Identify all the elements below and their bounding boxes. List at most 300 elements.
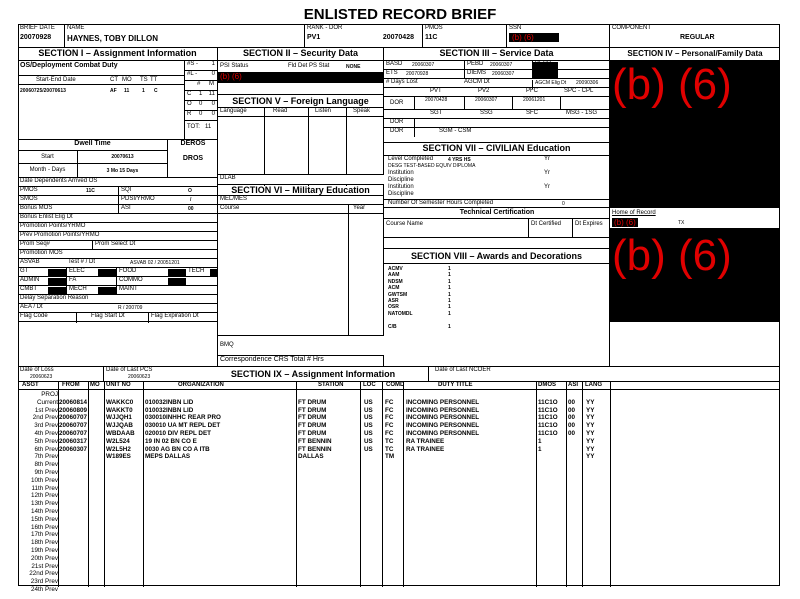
cell-lang: YY bbox=[586, 437, 595, 445]
year-label: Year bbox=[348, 205, 365, 335]
tally-s-label: #S - bbox=[187, 61, 199, 67]
table-row bbox=[18, 570, 610, 578]
s1-pmos-label: PMOS bbox=[20, 187, 38, 193]
diems-value: 20060307 bbox=[492, 71, 515, 77]
ssn-cell bbox=[507, 24, 610, 48]
ssn-redaction: (b) (6) bbox=[509, 33, 559, 42]
rank-dor-label: RANK - DOR bbox=[307, 25, 343, 31]
cell-asi: 00 bbox=[568, 406, 576, 414]
cell-asgt: 11th Prev bbox=[31, 484, 58, 492]
col-asi: ASI bbox=[568, 382, 579, 388]
melmes-label: MEL/MES bbox=[218, 196, 384, 205]
cell-unit: W189ES bbox=[106, 453, 131, 461]
semester-label: Number Of Semester Hours Completed bbox=[388, 200, 494, 206]
cell-duty: INCOMING PERSONNEL bbox=[406, 422, 480, 430]
commo-label: COMMO bbox=[116, 277, 143, 286]
cell-comd: FC bbox=[385, 398, 394, 406]
spc-label: SPC - CPL bbox=[564, 88, 594, 94]
tally-l-value: 0 bbox=[211, 71, 215, 77]
ssn-label: SSN bbox=[509, 25, 522, 31]
cell-lang: YY bbox=[586, 406, 595, 414]
table-row bbox=[18, 492, 610, 500]
home-of-record-label: Home of Record bbox=[612, 210, 656, 216]
elec-label: ELEC bbox=[66, 268, 85, 277]
s1-pmos-value: 11C bbox=[86, 188, 95, 194]
listen-label: Listen bbox=[308, 108, 331, 186]
brief-date-label: BRIEF DATE bbox=[20, 25, 55, 31]
institution-label-2: Institution bbox=[388, 184, 414, 190]
col-divider bbox=[610, 381, 611, 587]
prev-promotion-label: Prev Promotion Points/YRMO bbox=[18, 231, 218, 240]
pmos-label: PMOS bbox=[425, 25, 443, 31]
cell-duty: RA TRAINEE bbox=[406, 437, 445, 445]
cell-duty: RA TRAINEE bbox=[406, 445, 445, 453]
table-row bbox=[18, 469, 610, 477]
tech-cert-rule bbox=[384, 237, 610, 238]
cell-comd: TC bbox=[385, 437, 394, 445]
sqi-label: SQI bbox=[118, 187, 131, 196]
cell-lang: YY bbox=[586, 398, 595, 406]
level-yr-label: Yr bbox=[544, 156, 550, 162]
elec-redaction bbox=[98, 269, 116, 276]
pebd-label: PEBD bbox=[464, 61, 483, 70]
cell-asgt: 16th Prev bbox=[31, 523, 58, 531]
sgm-label: SGM - CSM bbox=[414, 128, 471, 137]
table-row bbox=[18, 407, 610, 415]
award-count: 1 bbox=[448, 291, 451, 298]
pmos-row bbox=[18, 186, 218, 195]
bmq-label: BMQ bbox=[218, 335, 384, 355]
cell-asgt: PROJ bbox=[41, 391, 58, 398]
cell-unit: W2L5H2 bbox=[106, 445, 131, 453]
tally-hash-label: # bbox=[197, 81, 201, 87]
component-label: COMPONENT bbox=[612, 25, 651, 31]
aea-label: AEA / Dt bbox=[20, 304, 43, 310]
cell-loc: US bbox=[364, 406, 373, 414]
cell-station: DALLAS bbox=[298, 453, 324, 461]
cell-comd: TM bbox=[385, 453, 395, 461]
award-count: 1 bbox=[448, 266, 451, 272]
cell-comd: FC bbox=[385, 422, 394, 430]
cell-asgt: 19th Prev bbox=[31, 547, 58, 554]
flag-expiration-label: Flag Expiration Dt bbox=[148, 313, 199, 323]
cell-from: 20060317 bbox=[59, 437, 88, 445]
cell-duty: INCOMING PERSONNEL bbox=[406, 414, 480, 422]
food-label: FOOD bbox=[116, 268, 136, 277]
level-completed-label: Level Completed bbox=[388, 156, 434, 162]
cell-asi: 00 bbox=[568, 422, 576, 430]
fld-det-value: NONE bbox=[346, 64, 361, 70]
institution-yr-label-2: Yr bbox=[544, 184, 550, 190]
table-row bbox=[18, 539, 610, 547]
section-2 bbox=[218, 48, 384, 94]
cell-unit: WAKKC0 bbox=[106, 398, 134, 406]
tally-head bbox=[185, 81, 218, 91]
cell-duty: INCOMING PERSONNEL bbox=[406, 430, 480, 437]
tech-label: TECH bbox=[188, 268, 205, 274]
tally-o-hash: 0 bbox=[199, 101, 203, 107]
cell-org: 0030 AG BN CO A ITB bbox=[145, 445, 210, 453]
dros-label: DROS bbox=[182, 155, 204, 162]
section-9 bbox=[18, 366, 780, 593]
cell-unit: W2L524 bbox=[106, 437, 130, 445]
aea-row bbox=[18, 303, 218, 312]
section-4 bbox=[610, 48, 780, 366]
smos-label: SMOS bbox=[20, 196, 38, 202]
home-of-record-state: TX bbox=[678, 220, 685, 226]
section-3-header: SECTION III – Service Data bbox=[384, 48, 609, 61]
os-row-mo: 11 bbox=[124, 88, 130, 94]
name-cell bbox=[65, 24, 305, 48]
rank-grid-header-2 bbox=[384, 110, 610, 119]
pdsi-label: PDSI/YRMO bbox=[118, 196, 155, 205]
diems-label: DIEMS bbox=[464, 70, 486, 79]
award-row bbox=[388, 324, 468, 330]
award-count: 1 bbox=[448, 323, 451, 330]
os-row-tt: C bbox=[154, 88, 158, 94]
date-dependents-label: Date Dependents Arrived OS bbox=[18, 177, 218, 186]
sgt-label: SGT bbox=[430, 110, 443, 116]
institution-label-1: Institution bbox=[388, 170, 414, 176]
col-dmos: DMOS bbox=[538, 382, 556, 388]
date-of-loss-cell bbox=[18, 367, 104, 381]
delay-separation-label: Delay Separation Reason bbox=[18, 294, 218, 303]
asi-label: ASI bbox=[118, 205, 131, 214]
correspondence-label: Correspondence CRS Total # Hrs bbox=[218, 355, 384, 366]
col-loc: LOC bbox=[363, 382, 376, 388]
tally-tot-value: 11 bbox=[205, 124, 212, 130]
agcm-label: AGCM Dt bbox=[464, 79, 490, 85]
aea-value: R / 200709 bbox=[118, 305, 143, 311]
fld-det-label: Fld Det PS Stat bbox=[288, 63, 330, 69]
read-label: Read bbox=[264, 108, 287, 186]
dor-label-3: DOR bbox=[390, 128, 404, 134]
section-8-header: SECTION VIII – Awards and Decorations bbox=[384, 249, 609, 264]
cell-asi: 00 bbox=[568, 430, 576, 437]
cell-asgt: 18th Prev bbox=[31, 539, 58, 547]
assignment-col-headers bbox=[18, 381, 780, 390]
table-row bbox=[18, 485, 610, 493]
cell-org: 010032INBN LID bbox=[145, 398, 194, 406]
date-of-loss-value: 20060623 bbox=[30, 374, 53, 380]
month-days-value: 3 Mo 15 Days bbox=[78, 164, 168, 178]
col-comd: COMD bbox=[386, 382, 405, 388]
course-name-label: Course Name bbox=[386, 221, 424, 227]
level-desc-value: DESG TEST-BASED EQUIV DIPLOMA bbox=[388, 163, 476, 169]
rank-values bbox=[305, 33, 422, 43]
award-count: 1 bbox=[448, 297, 451, 304]
tally-o bbox=[185, 101, 218, 111]
bonus-mos-label: Bonus MOS bbox=[20, 205, 53, 211]
commo-redaction bbox=[168, 278, 186, 285]
section-6-header: SECTION VI – Military Education bbox=[218, 185, 383, 196]
cell-unit: WBDAAB bbox=[106, 430, 135, 437]
cell-asgt: 1st Prev bbox=[34, 406, 58, 414]
agcm-elig-label: AGCM Elig Dt bbox=[532, 80, 566, 89]
cell-loc: US bbox=[364, 445, 373, 453]
cell-unit: WJJQAB bbox=[106, 422, 133, 430]
pmos-value: 11C bbox=[425, 34, 438, 41]
prom-select-label: Prom Select Dt bbox=[92, 241, 135, 250]
cell-org: 19 IN 02 BN CO E bbox=[145, 437, 197, 445]
cell-lang: YY bbox=[586, 422, 595, 430]
section-9-header: SECTION IX – Assignment Information bbox=[230, 369, 396, 379]
msg-label: MSG - 1SG bbox=[566, 110, 598, 116]
cell-dmos: 11C1O bbox=[538, 406, 558, 414]
cell-asi: 00 bbox=[568, 414, 576, 422]
cell-asgt: 24th Prev bbox=[31, 586, 58, 593]
col-lang: LANG bbox=[585, 382, 602, 388]
cell-dmos: 11C1O bbox=[538, 422, 558, 430]
tally-s-value: 1 bbox=[211, 61, 215, 67]
cell-loc: US bbox=[364, 430, 373, 437]
award-code: ACMV bbox=[388, 266, 403, 272]
cell-from: 20060814 bbox=[59, 398, 88, 406]
assignment-rows bbox=[18, 391, 610, 593]
cell-asgt: 6th Prev bbox=[34, 445, 58, 453]
rank-grid-dor-2 bbox=[384, 119, 610, 128]
col-org: ORGANIZATION bbox=[178, 382, 224, 388]
flag-start-label: Flag Start Dt bbox=[76, 313, 125, 323]
ct-label: CT bbox=[110, 77, 118, 83]
table-row bbox=[18, 555, 610, 563]
dor-label-1: DOR bbox=[390, 100, 404, 106]
cell-asgt: Current bbox=[37, 398, 58, 406]
pfc-label: PFC bbox=[526, 88, 538, 94]
level-completed-value: 4 YRS HS bbox=[448, 157, 471, 163]
cell-org: MEPS DALLAS bbox=[145, 453, 191, 461]
asvab-row-2 bbox=[18, 277, 218, 286]
admin-redaction bbox=[48, 278, 66, 285]
rank-grid-header bbox=[384, 88, 610, 97]
os-deployment-label: OS/Deployment Combat Duty bbox=[20, 62, 118, 69]
cell-asgt: 21st Prev bbox=[31, 562, 58, 570]
table-row bbox=[18, 578, 610, 586]
mech-redaction bbox=[98, 287, 116, 294]
cell-asgt: 22nd Prev bbox=[29, 570, 58, 578]
tally-o-label: O bbox=[187, 101, 192, 107]
award-count: 1 bbox=[448, 304, 451, 311]
personal-redaction-top bbox=[610, 61, 780, 208]
basd-row bbox=[384, 61, 610, 70]
award-code: GWTSM bbox=[388, 291, 408, 298]
cell-asgt: 7th Prev bbox=[34, 453, 58, 461]
table-row bbox=[18, 438, 610, 446]
cell-station: FT DRUM bbox=[298, 398, 327, 406]
test-dt-label: Test # / Dt bbox=[68, 259, 96, 265]
asi-value: 00 bbox=[188, 206, 194, 212]
document-title: ENLISTED RECORD BRIEF bbox=[303, 6, 497, 23]
name-label: NAME bbox=[67, 25, 85, 31]
tally-o-m: 0 bbox=[211, 101, 215, 107]
award-code: NDSM bbox=[388, 278, 403, 285]
tally-l-label: #L - bbox=[187, 71, 198, 77]
cell-duty: INCOMING PERSONNEL bbox=[406, 406, 480, 414]
awards-list bbox=[388, 266, 468, 330]
dwell-start-label: Start bbox=[18, 151, 78, 164]
cell-loc: US bbox=[364, 414, 373, 422]
cmbt-label: CMBT bbox=[20, 286, 37, 292]
col-station: STATION bbox=[318, 382, 344, 388]
tech-redaction bbox=[210, 269, 218, 276]
table-row bbox=[18, 547, 610, 555]
ssg-label: SSG bbox=[480, 110, 493, 116]
food-redaction bbox=[168, 269, 186, 276]
days-lost-label: # Days Lost bbox=[386, 79, 418, 85]
cell-loc: US bbox=[364, 437, 373, 445]
cell-asgt: 3rd Prev bbox=[34, 422, 58, 430]
tally-tot bbox=[185, 121, 218, 135]
bonus-mos-row bbox=[18, 204, 218, 213]
cell-asgt: 23rd Prev bbox=[30, 578, 58, 586]
table-row bbox=[18, 461, 610, 469]
cell-lang: YY bbox=[586, 453, 595, 461]
cell-station: FT DRUM bbox=[298, 414, 327, 422]
award-code: ASR bbox=[388, 297, 399, 304]
mo-label: MO bbox=[122, 77, 132, 83]
table-row bbox=[18, 391, 610, 399]
gt-label: GT bbox=[20, 268, 29, 274]
cell-comd: FC bbox=[385, 406, 394, 414]
language-col-headers bbox=[218, 108, 384, 117]
col-from: FROM bbox=[62, 382, 80, 388]
asvab-row-1 bbox=[18, 268, 218, 277]
agcm-elig-value: 20090306 bbox=[576, 80, 599, 86]
cell-org: 010032INBN LID bbox=[145, 406, 194, 414]
col-unit: UNIT NO bbox=[106, 382, 131, 388]
table-row bbox=[18, 516, 610, 524]
cell-from: 20060809 bbox=[59, 406, 88, 414]
name-value: HAYNES, TOBY DILLON bbox=[67, 34, 158, 43]
os-row-ct: AF bbox=[110, 88, 117, 94]
table-row bbox=[18, 430, 610, 438]
cell-asgt: 14th Prev bbox=[31, 508, 58, 515]
rank-grid-dor-1 bbox=[384, 97, 610, 110]
psi-status-label: PSI Status bbox=[220, 63, 249, 69]
dwell-block bbox=[18, 139, 218, 177]
ets-label: ETS bbox=[386, 70, 398, 76]
dlab-label: DLAB bbox=[218, 174, 384, 184]
semester-value: 0 bbox=[562, 201, 565, 207]
cell-org: 020010 DIV REPL DET bbox=[145, 430, 212, 437]
award-count: 1 bbox=[448, 272, 451, 279]
month-days-label: Month - Days bbox=[18, 164, 78, 178]
table-row bbox=[18, 414, 610, 422]
prom-seq-row bbox=[18, 240, 218, 249]
cell-comd: TC bbox=[385, 445, 394, 453]
cell-station: FT DRUM bbox=[298, 406, 327, 414]
promotion-points-label: Promotion Points/YRMO bbox=[18, 222, 218, 231]
mech-label: MECH bbox=[66, 286, 87, 295]
section-5-header: SECTION V – Foreign Language bbox=[218, 95, 383, 108]
ets-row bbox=[384, 70, 610, 79]
award-code: NATOMDL bbox=[388, 310, 413, 317]
cell-from: 20060307 bbox=[59, 445, 88, 453]
personal-redaction-top-text: (b) (6) bbox=[612, 60, 732, 109]
award-count: 1 bbox=[448, 285, 451, 292]
section-4-header: SECTION IV – Personal/Family Data bbox=[610, 48, 780, 61]
award-code: AAM bbox=[388, 272, 400, 279]
section-3 bbox=[384, 48, 610, 142]
cell-unit: WAKKT0 bbox=[106, 406, 133, 414]
cell-comd: FC bbox=[385, 430, 394, 437]
tally-c-label: C bbox=[187, 91, 192, 97]
brief-date-value: 20070928 bbox=[20, 34, 52, 41]
cell-asgt: 20th Prev bbox=[31, 554, 58, 562]
tally-r bbox=[185, 111, 218, 121]
sqi-value: O bbox=[188, 188, 192, 194]
component-value: REGULAR bbox=[680, 34, 715, 41]
tally-s bbox=[185, 61, 218, 71]
cell-dmos: 1 bbox=[538, 437, 542, 445]
cell-duty: INCOMING PERSONNEL bbox=[406, 398, 480, 406]
cell-asgt: 9th Prev bbox=[34, 469, 58, 476]
cell-unit: WJJQH1 bbox=[106, 414, 132, 422]
award-code: ACM bbox=[388, 285, 400, 292]
section-7-header: SECTION VII – CIVILIAN Education bbox=[384, 143, 609, 156]
speak-label: Speak bbox=[346, 108, 370, 186]
table-row bbox=[18, 531, 610, 539]
sfc-label: SFC bbox=[526, 110, 538, 116]
cell-from: 20060707 bbox=[59, 422, 88, 430]
days-lost-row bbox=[384, 79, 610, 88]
cell-org: 030010INHHC REAR PRO bbox=[145, 414, 221, 422]
date-last-pcs-value: 20060623 bbox=[128, 374, 151, 380]
asvab-value: ASVAB 02 / 20051201 bbox=[130, 260, 180, 266]
cell-station: FT BENNIN bbox=[298, 445, 332, 453]
asvab-label: ASVAB bbox=[20, 259, 40, 265]
bonus-enlist-label: Bonus Enlist Elig Dt bbox=[18, 213, 218, 222]
basd-value: 20060307 bbox=[412, 62, 435, 68]
cell-asgt: 4th Prev bbox=[34, 430, 58, 437]
table-row bbox=[18, 524, 610, 532]
psi-redaction: (b) (6) bbox=[218, 72, 384, 83]
cell-lang: YY bbox=[586, 430, 595, 437]
rank-value: PV1 bbox=[307, 34, 321, 41]
personal-redaction-bottom-text: (b) (6) bbox=[612, 231, 732, 280]
admin-label: ADMIN bbox=[20, 277, 40, 283]
award-code: C/B bbox=[388, 323, 397, 330]
dor-pvt-value: 20070428 bbox=[414, 97, 447, 110]
award-count: 1 bbox=[448, 310, 451, 317]
tally-r-m: 0 bbox=[211, 111, 215, 117]
language-label: Language bbox=[220, 108, 247, 114]
basd-label: BASD bbox=[386, 61, 403, 67]
cell-lang: YY bbox=[586, 414, 595, 422]
component-cell bbox=[610, 24, 780, 48]
table-row bbox=[18, 422, 610, 430]
os-row-ts: 1 bbox=[142, 88, 145, 94]
tally-tot-label: TOT: bbox=[187, 124, 200, 130]
cell-asgt: 12th Prev bbox=[31, 492, 58, 500]
table-row bbox=[18, 586, 610, 594]
cell-from: 20060707 bbox=[59, 414, 88, 422]
table-row bbox=[18, 477, 610, 485]
cell-comd: FC bbox=[385, 414, 394, 422]
tally-box bbox=[184, 61, 218, 139]
tech-cert-cols bbox=[384, 219, 610, 249]
cell-dmos: 11C1O bbox=[538, 430, 558, 437]
section-6 bbox=[218, 184, 384, 366]
cell-asgt: 10th Prev bbox=[31, 476, 58, 484]
promotion-mos-label: Promotion MOS bbox=[18, 249, 218, 258]
cell-org: 030010 UA MT REPL DET bbox=[145, 422, 221, 430]
date-last-pcs-cell bbox=[106, 367, 216, 381]
award-code: OSR bbox=[388, 304, 399, 311]
course-label: Course bbox=[220, 205, 240, 211]
semester-row bbox=[384, 199, 610, 208]
table-row bbox=[18, 563, 610, 571]
